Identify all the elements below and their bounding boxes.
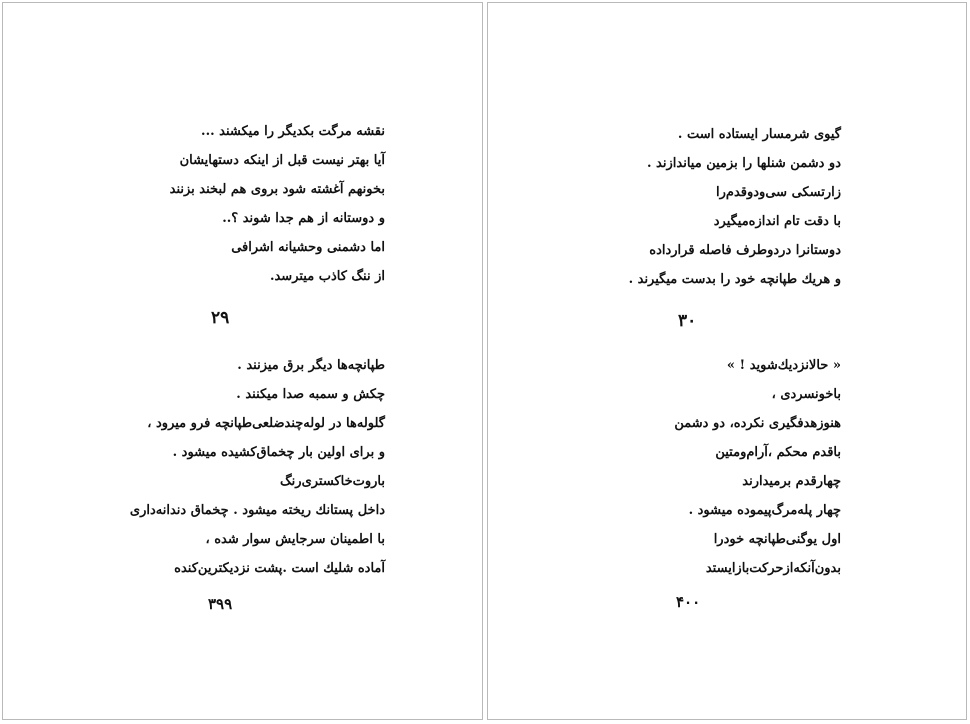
stanza-top bbox=[170, 117, 385, 291]
verse-line: اول یوگنی‌طپانچه خودرا bbox=[713, 532, 841, 547]
verse-line: و برای اولین بار چخماق‌کشیده میشود . bbox=[172, 445, 385, 460]
verse-line: داخل پستانك ریخته میشود . چخماق دندانه‌داری bbox=[129, 503, 385, 518]
stanza-top bbox=[629, 120, 841, 294]
verse-line: « حالانزدیك‌شوید ! » bbox=[726, 358, 841, 373]
verse-line: بدون‌آنکه‌ازحرکت‌بازایستد bbox=[705, 561, 841, 576]
verse-line: آیا بهتر نیست قبل از اینکه دستهایشان bbox=[179, 153, 385, 168]
left-page bbox=[2, 2, 483, 720]
section-number: ۲۹ bbox=[211, 308, 230, 328]
verse-line: دوستانرا دردوطرف فاصله قرارداده bbox=[649, 243, 841, 258]
verse-line: نقشه مرگت بکدیگر را میکشند ... bbox=[201, 124, 385, 139]
stanza-bottom bbox=[130, 351, 385, 583]
verse-line: چکش و سمبه صدا میکنند . bbox=[236, 387, 385, 402]
verse-line: و هریك طپانچه خود را بدست میگیرند . bbox=[628, 272, 841, 287]
verse-line: طپانچه‌ها دیگر برق میزنند . bbox=[237, 358, 385, 373]
verse-line: بخونهم آغشته شود بروی هم لبخند بزنند bbox=[169, 182, 385, 197]
page-number: ۳۹۹ bbox=[208, 595, 233, 613]
verse-line: باروت‌خاکستری‌رنگ bbox=[280, 474, 385, 489]
verse-line: باقدم محکم ،آرام‌ومتین bbox=[715, 445, 841, 460]
verse-line: گلوله‌ها در لوله‌چندضلعی‌طپانچه فرو میرود ، bbox=[147, 416, 385, 431]
verse-line: اما دشمنی وحشیانه اشرافی bbox=[231, 240, 385, 255]
verse-line: از ننگ کاذب میترسد. bbox=[269, 269, 385, 284]
right-page bbox=[487, 2, 967, 720]
verse-line: و دوستانه از هم جدا شوند ؟.. bbox=[222, 211, 385, 226]
verse-line: با اطمینان سرجایش سوار شده ، bbox=[205, 532, 385, 547]
stanza-bottom bbox=[674, 351, 841, 583]
page-number: ۴۰۰ bbox=[676, 593, 701, 611]
verse-line: دو دشمن شنلها را بزمین میاندازند . bbox=[647, 156, 841, 171]
verse-line: آماده شلیك است .پشت نزدیکترین‌کنده bbox=[174, 561, 385, 576]
verse-line: با دقت تام اندازه‌میگیرد bbox=[713, 214, 841, 229]
verse-line: زارتسکی سی‌ودوقدم‌را bbox=[716, 185, 841, 200]
verse-line: چهارقدم برمیدارند bbox=[742, 474, 841, 489]
verse-line: چهار پله‌مرگ‌پیموده میشود . bbox=[688, 503, 841, 518]
verse-line: باخونسردی ، bbox=[771, 387, 841, 402]
section-number: ۳۰ bbox=[678, 311, 697, 331]
verse-line: گیوی شرمسار ایستاده است . bbox=[677, 127, 841, 142]
verse-line: هنوزهدفگیری نکرده، دو دشمن bbox=[674, 416, 841, 431]
